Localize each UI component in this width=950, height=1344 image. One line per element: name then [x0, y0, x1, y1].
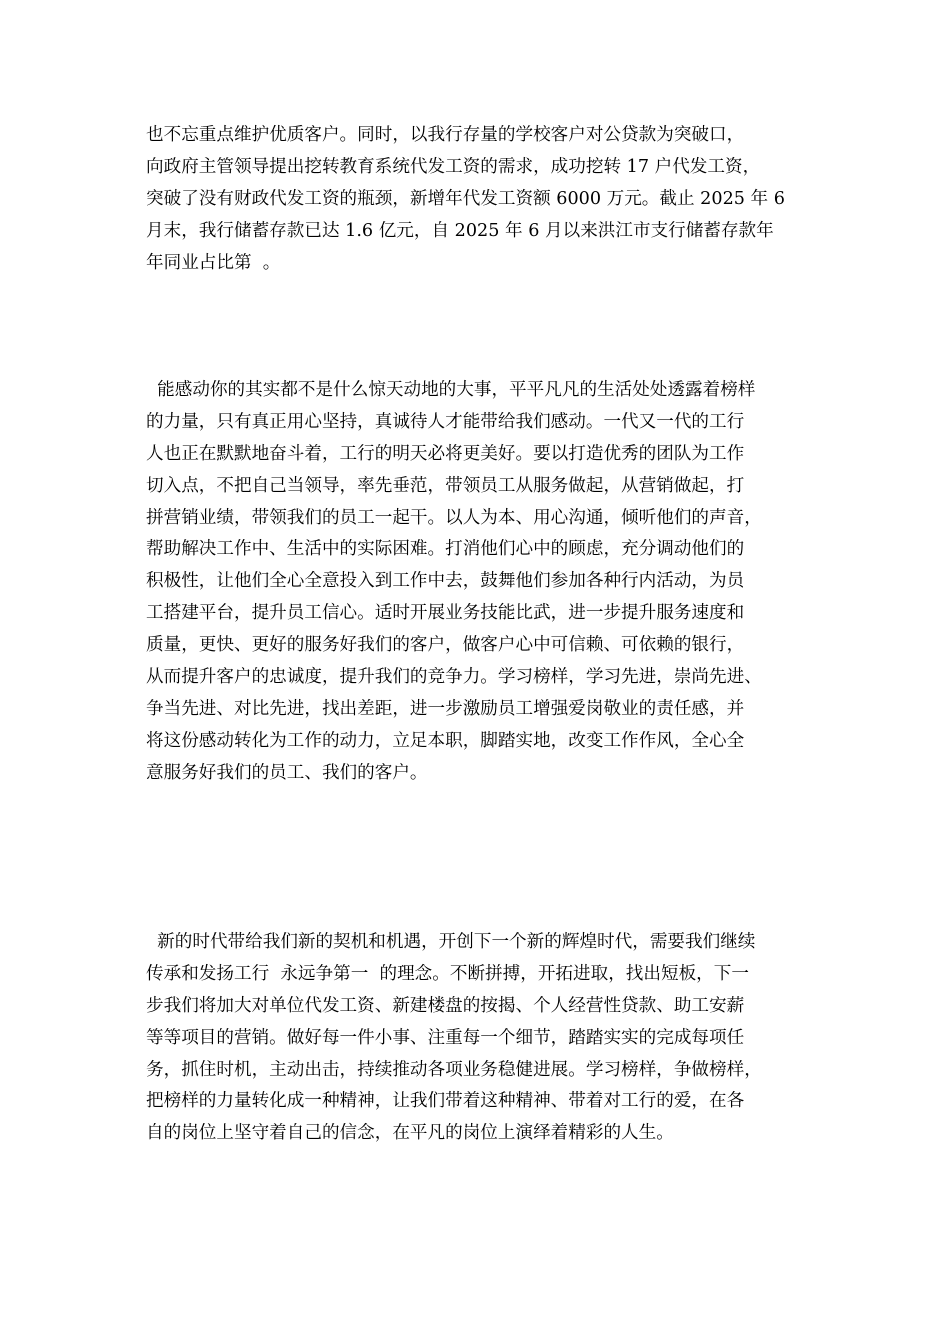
text-line: 能感动你的其实都不是什么惊天动地的大事，平平凡凡的生活处处透露着榜样: [146, 380, 756, 400]
text-line: 等等项目的营销。做好每一件小事、注重每一个细节，踏踏实实的完成每项任: [146, 1027, 745, 1048]
text-line: 将这份感动转化为工作的动力，立足本职，脚踏实地，改变工作作风，全心全: [146, 730, 745, 751]
text-line: 从而提升客户的忠诚度，提升我们的竞争力。学习榜样，学习先进，崇尚先进、: [146, 667, 762, 688]
text-line: 人也正在默默地奋斗着，工行的明天必将更美好。要以打造优秀的团队为工作: [146, 443, 745, 464]
paragraph-1: [146, 120, 816, 279]
text-line: 传承和发扬工行 永远争第一 的理念。不断拼搏，开拓进取，找出短板，下一: [146, 963, 749, 984]
text-line: 也不忘重点维护优质客户。同时，以我行存量的学校客户对公贷款为突破口，: [146, 125, 745, 145]
text-line: 积极性，让他们全心全意投入到工作中去，鼓舞他们参加各种行内活动，为员: [146, 571, 745, 592]
text-line: 步我们将加大对单位代发工资、新建楼盘的按揭、个人经营性贷款、助工安薪: [146, 995, 745, 1016]
text-line: 年同业占比第 。: [146, 252, 281, 273]
text-line: 向政府主管领导提出挖转教育系统代发工资的需求，成功挖转 17 户代发工资，: [146, 156, 761, 177]
text-line: 的力量，只有真正用心坚持，真诚待人才能带给我们感动。一代又一代的工行: [146, 411, 745, 432]
text-line: 争当先进、对比先进，找出差距，进一步激励员工增强爱岗敬业的责任感，并: [146, 698, 745, 719]
text-line: 意服务好我们的员工、我们的客户。: [146, 762, 428, 783]
text-line: 帮助解决工作中、生活中的实际困难。打消他们心中的顾虑，充分调动他们的: [146, 539, 745, 560]
text-line: 拼营销业绩，带领我们的员工一起干。以人为本、用心沟通，倾听他们的声音，: [146, 507, 762, 528]
text-line: 工搭建平台，提升员工信心。适时开展业务技能比武，进一步提升服务速度和: [146, 603, 745, 624]
text-line: 突破了没有财政代发工资的瓶颈，新增年代发工资额 6000 万元。截止 2025 年 6: [146, 188, 785, 209]
text-line: 切入点，不把自己当领导，率先垂范，带领员工从服务做起，从营销做起，打: [146, 475, 745, 496]
text-line: 务，抓住时机，主动出击，持续推动各项业务稳健进展。学习榜样，争做榜样，: [146, 1059, 762, 1080]
text-line: 自的岗位上坚守着自己的信念，在平凡的岗位上演绎着精彩的人生。: [146, 1123, 674, 1144]
text-line: 把榜样的力量转化成一种精神，让我们带着这种精神、带着对工行的爱，在各: [146, 1091, 745, 1112]
paragraph-2: [146, 375, 816, 790]
text-line: 月末，我行储蓄存款已达 1.6 亿元，自 2025 年 6 月以来洪江市支行储蓄存款年: [146, 220, 774, 241]
paragraph-3: [146, 927, 816, 1150]
text-line: 新的时代带给我们新的契机和机遇，开创下一个新的辉煌时代，需要我们继续: [146, 932, 756, 952]
text-line: 质量，更快、更好的服务好我们的客户，做客户心中可信赖、可依赖的银行，: [146, 635, 745, 656]
